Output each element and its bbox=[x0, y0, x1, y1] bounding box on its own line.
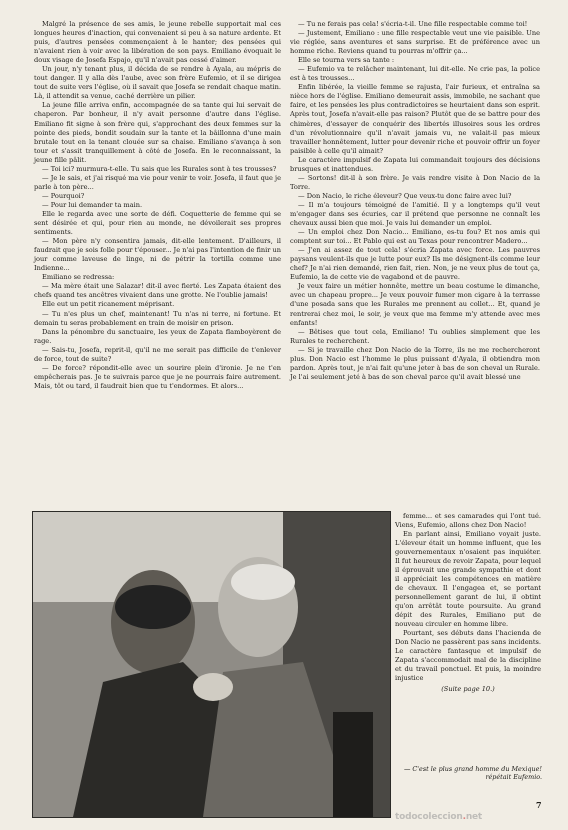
watermark-suffix: net bbox=[465, 812, 483, 822]
paragraph: — Un emploi chez Don Nacio... Emiliano, es-tu fou? Et nos amis qui comptent sur toi... Et Pablo qui est au Texas pour rencontrer Madero... bbox=[290, 228, 540, 246]
paragraph: Dans la pénombre du sanctuaire, les yeux de Zapata flamboyèrent de rage. bbox=[34, 327, 281, 345]
paragraph: Je veux faire un métier honnête, mettre un beau costume le dimanche, avec un chapeau propre... Je veux pouvoir fumer mon cigare à la terrasse d'une posada sans que les Rurales me prennent au collet... Et, quand je rentrerai chez moi, le soir, je veux que ma femme m'y attende avec mes enfants! bbox=[290, 282, 540, 327]
paragraph: femme... et ses camarades qui l'ont tué. Viens, Eufemio, allons chez Don Nacio! bbox=[395, 512, 541, 529]
narrow-text-column bbox=[395, 512, 541, 694]
paragraph: — Pourquoi? bbox=[42, 191, 85, 200]
right-text-column bbox=[290, 20, 540, 382]
paragraph: — Mon père n'y consentira jamais, dit-elle lentement. D'ailleurs, il faudrait que je sois folle pour t'épouser... Je n'ai pas l'intention de finir un jour comme laveuse de linge, ni de pétrir la tortilla comme une Indienne... bbox=[34, 237, 281, 273]
watermark bbox=[395, 812, 563, 828]
paragraph: — Tu ne ferais pas cela! s'écria-t-il. Une fille respectable comme toi! bbox=[298, 20, 528, 28]
paragraph: — Je le sais, et j'ai risqué ma vie pour venir te voir. Josefa, il faut que je parle à ton père... bbox=[34, 173, 281, 191]
continued-note: (Suite page 10.) bbox=[441, 685, 495, 693]
page-number: 7 bbox=[536, 800, 542, 810]
paragraph: Elle le regarda avec une sorte de défi. Coquetterie de femme qui se sent désirée et qui, pour rien au monde, ne dévoilerait ses propres sentiments. bbox=[34, 209, 281, 237]
watermark-prefix: todocoleccion bbox=[395, 812, 463, 822]
paragraph: — Toi ici? murmura-t-elle. Tu sais que les Rurales sont à tes trousses? bbox=[42, 164, 277, 173]
paragraph: Emiliano se redressa: bbox=[42, 273, 115, 282]
paragraph: — Eufemio va te relâcher maintenant, lui dit-elle. Ne crie pas, la police est à tes trousses... bbox=[290, 65, 540, 83]
paragraph: — Justement, Emiliano : une fille respectable veut une vie paisible. Une vie réglée, sans aventures et sans surprise. Et de préférence avec un homme riche. Reviens quand tu pourras m'offrir ça... bbox=[290, 29, 540, 56]
paragraph: — Pour lui demander ta main. bbox=[42, 200, 143, 209]
photo-caption: — C'est le plus grand homme du Mexique! répétait Eufemio. bbox=[403, 765, 542, 782]
paragraph: Elle eut un petit ricanement méprisant. bbox=[42, 300, 175, 309]
paragraph: Pourtant, ses débuts dans l'hacienda de Don Nacio ne passèrent pas sans incidents. Le caractère fantasque et impulsif de Zapata s'accommodait mal de la discipline et du travail ponctuel. Et puis, la moindre injustice bbox=[395, 629, 541, 682]
paragraph: — Tu n'es plus un chef, maintenant! Tu n'as ni terre, ni fortune. Et demain tu seras probablement en train de moisir en prison. bbox=[34, 309, 281, 327]
paragraph: Un jour, n'y tenant plus, il décida de se rendre à Ayala, au mépris de tout danger. Il y alla dès l'aube, avec son frère Eufemio, et il se dirigea tout de suite vers l'église, où il savait que Josefa se rendait chaque matin. Là, il attendit sa venue, caché derrière un pilier. bbox=[34, 65, 281, 101]
photo-illustration bbox=[33, 512, 390, 817]
paragraph: — Si je travaille chez Don Nacio de la Torre, ils ne me rechercheront plus. Don Nacio est l'homme le plus puissant d'Ayala, il obtiendra mon pardon. Après tout, je n'ai fait qu'une jeter à bas de son cheval un Rurale. Je l'ai seulement jeté à bas de son cheval parce qu'il avait blessé une bbox=[290, 345, 540, 381]
film-still-photo bbox=[32, 511, 391, 818]
paragraph: — De force? répondit-elle avec un sourire plein d'ironie. Je ne t'en empêcherais pas. Je te suivrais parce que je ne pourrais faire autrement. Mais, tôt ou tard, il faudrait bien que tu t'endormes. Et alors... bbox=[34, 363, 281, 390]
paragraph: En parlant ainsi, Emiliano voyait juste. L'éleveur était un homme influent, que les gouvernementaux n'osaient pas inquiéter. Il fut heureux de revoir Zapata, pour lequel il éprouvait une grande sympathie et dont il appréciait les compétences en matière de chevaux. Il l'engagea et, se portant personnellement garant de lui, il obtint qu'on arrêtât toute poursuite. Au grand dépit des Rurales, Emiliano put de nouveau circuler en homme libre. bbox=[395, 530, 541, 628]
left-text-column bbox=[34, 20, 281, 391]
paragraph: Enfin libérée, la vieille femme se rajusta, l'air furieux, et entraîna sa nièce hors de l'église. Emiliano demeurait assis, immobile, ne sachant que faire, et les pensées les plus contradictoires se heurtaient dans son esprit. Après tout, Josefa n'avait-elle pas raison? Plutôt que de se battre pour des chimères, d'essayer de conquérir des libertés illusoires sous les ordres d'un révolutionnaire qu'il n'avait jamais vu, ne valait-il pas mieux travailler honnêtement, lutter pour devenir riche et pouvoir offrir un foyer paisible à celle qu'il aimait? bbox=[290, 83, 540, 155]
paragraph: — Sortons! dit-il à son frère. Je vais rendre visite à Don Nacio de la Torre. bbox=[290, 173, 540, 191]
paragraph: — Sais-tu, Josefa, reprit-il, qu'il ne me serait pas difficile de t'enlever de force, tout de suite? bbox=[34, 345, 281, 363]
paragraph: — J'en ai assez de tout cela! s'écria Zapata avec force. Les pauvres paysans veulent-ils que je lutte pour eux? Ils me désignent-ils comme leur chef? Je n'ai rien demandé, rien fait, rien. Non, je ne veux plus de tout ça, Eufemio, la de cette vie de vagabond et de pauvre. bbox=[290, 246, 540, 282]
paragraph: — Il m'a toujours témoigné de l'amitié. Il y a longtemps qu'il veut m'engager dans ses écuries, car il prétend que personne ne connaît les chevaux aussi bien que moi. Je vais lui demander un emploi. bbox=[290, 200, 540, 228]
paragraph: Malgré la présence de ses amis, le jeune rebelle supportait mal ces longues heures d'inaction, qui convenaient si peu à sa nature ardente. Et puis, d'autres pensées commençaient à le hanter; des pensées qui n'avaient rien à voir avec la libération de son pays. Emiliano évoquait le doux visage de Josefa Espajo, qu'il n'avait pas cessé d'aimer. bbox=[34, 20, 281, 65]
watermark-dot: . bbox=[462, 812, 466, 822]
paragraph: La jeune fille arriva enfin, accompagnée de sa tante qui lui servait de chaperon. Par bonheur, il n'y avait personne d'autre dans l'église. Emiliano fit signe à son frère qui, s'approchant des deux femmes sur la pointe des pieds, bondit soudain sur la tante et la bâillonna d'une main brutale tout en la tenant clouée sur sa chaise. Emiliano s'avança à son tour et s'assit tranquillement à côté de Josefa. En le reconnaissant, la jeune fille pâlit. bbox=[34, 101, 281, 164]
paragraph: — Bêtises que tout cela, Emiliano! Tu oublies simplement que les Rurales te recherchent. bbox=[290, 327, 540, 345]
paragraph: Le caractère impulsif de Zapata lui commandait toujours des décisions brusques et inattendues. bbox=[290, 155, 540, 173]
paragraph: — Don Nacio, le riche éleveur? Que veux-tu donc faire avec lui? bbox=[298, 191, 512, 200]
paragraph: — Ma mère était une Salazar! dit-il avec fierté. Les Zapata étaient des chefs quand tes ancêtres vivaient dans une grotte. Ne l'oublie jamais! bbox=[34, 282, 281, 300]
paragraph: Elle se tourna vers sa tante : bbox=[298, 56, 395, 65]
